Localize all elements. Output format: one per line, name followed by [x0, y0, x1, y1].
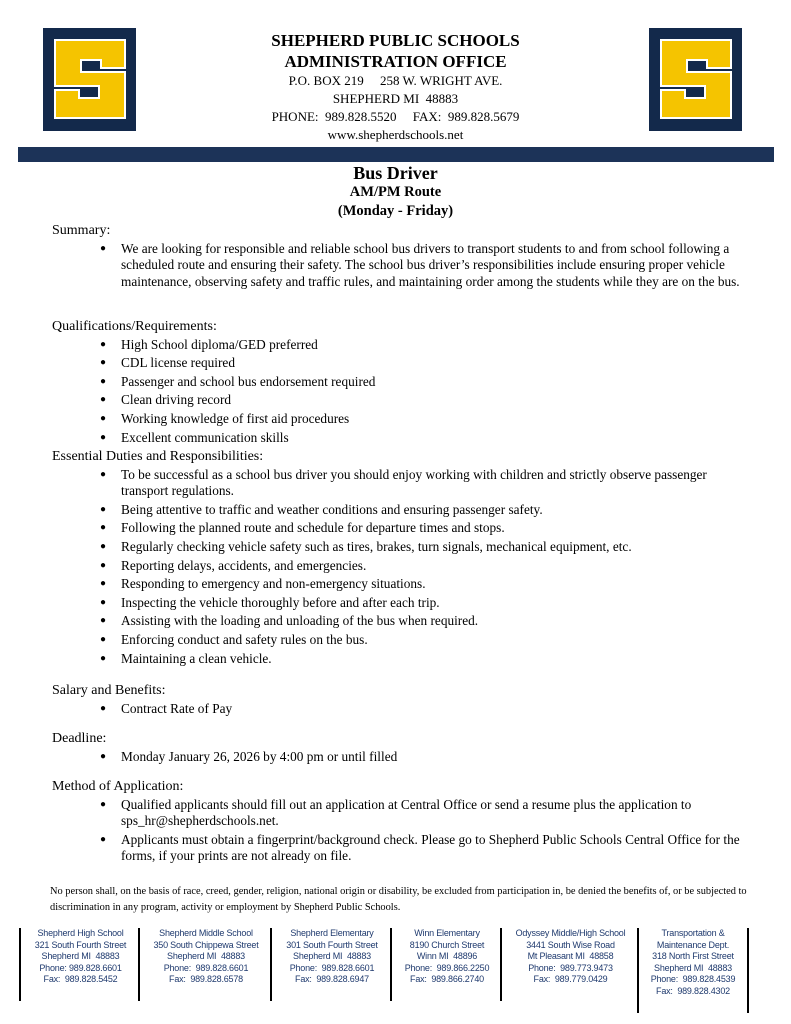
bullet-list: [52, 749, 741, 766]
bullet-list: [52, 701, 741, 718]
contact-line: Fax: 989.828.6578: [169, 974, 243, 985]
contact-line: Winn Elementary: [414, 928, 480, 938]
section-heading: Salary and Benefits:: [52, 683, 166, 698]
contact-line: Shepherd Elementary: [290, 928, 374, 938]
list-item: ● Enforcing conduct and safety rules on the bus.: [52, 632, 741, 649]
list-item: ● High School diploma/GED preferred: [52, 337, 741, 354]
contact-line: Fax: 989.828.5452: [43, 974, 118, 985]
address-line: P.O. BOX 219 258 W. WRIGHT AVE.: [288, 73, 503, 88]
job-route: AM/PM Route: [349, 184, 442, 200]
school-contact-column: [500, 928, 639, 1001]
s-logo-icon: [43, 28, 136, 131]
contact-line: Shepherd MI 48883: [293, 951, 371, 962]
school-contact-column: [19, 928, 140, 1001]
list-item: ● Following the planned route and schedule for departure times and stops.: [52, 520, 741, 537]
list-item: ● Passenger and school bus endorsement required: [52, 374, 741, 391]
list-item: ● Reporting delays, accidents, and emergencies.: [52, 558, 741, 575]
school-logo-right: [649, 28, 742, 131]
school-contact-column: [138, 928, 272, 1001]
contact-line: 301 South Fourth Street: [286, 939, 378, 950]
school-contact-column: [390, 928, 502, 1001]
section-heading: Summary:: [52, 223, 111, 238]
bullet-list: [52, 797, 741, 865]
school-contact-column: [270, 928, 392, 1001]
section-qualifications: [52, 319, 741, 446]
office-name: ADMINISTRATION OFFICE: [284, 52, 507, 71]
section-deadline: [52, 731, 741, 765]
contact-line: Shepherd High School: [37, 928, 124, 938]
list-item: ● Maintaining a clean vehicle.: [52, 651, 741, 668]
contact-line: Fax: 989.828.6947: [295, 974, 369, 985]
list-item: ● We are looking for responsible and reliable school bus drivers to transport students to and from school following a scheduled route and ensuring their safety. The school bus driver’s responsibilities include ensuring proper vehicle maintenance, observing safety and traffic rules, and maintaining order among the students while they are on the bus.: [52, 241, 741, 291]
section-salary: [52, 683, 741, 717]
contact-line: Shepherd MI 48883: [654, 962, 732, 973]
contact-line: Winn MI 48896: [416, 951, 478, 962]
contact-line: Maintenance Dept.: [656, 939, 730, 950]
contact-line: Phone: 989.866.2250: [404, 962, 490, 973]
contact-line: Mt Pleasant MI 48858: [527, 951, 614, 962]
contact-line: Phone: 989.773.9473: [528, 962, 613, 973]
city-line: SHEPHERD MI 48883: [332, 91, 459, 106]
header-divider-band: [18, 147, 774, 162]
contact-line: 8190 Church Street: [409, 939, 485, 950]
section-application: [52, 779, 741, 865]
contact-line: Fax: 989.866.2740: [410, 974, 484, 985]
list-item: ● Contract Rate of Pay: [52, 701, 741, 718]
list-item: ● To be successful as a school bus driver you should enjoy working with children and strictly observe passenger transport regulations.: [52, 467, 741, 500]
section-heading: Essential Duties and Responsibilities:: [52, 449, 264, 464]
contact-line: Shepherd MI 48883: [167, 951, 245, 962]
list-item: ● Inspecting the vehicle thoroughly before and after each trip.: [52, 595, 741, 612]
job-days: (Monday - Friday): [337, 203, 454, 219]
list-item: ● CDL license required: [52, 355, 741, 372]
contact-line: Phone: 989.828.6601: [289, 962, 375, 973]
list-item: ● Qualified applicants should fill out an application at Central Office or send a resume plus the application to sps_hr@shepherdschools.net.: [52, 797, 741, 830]
contact-line: Shepherd MI 48883: [41, 951, 120, 962]
letterhead: [180, 30, 611, 144]
org-name: SHEPHERD PUBLIC SCHOOLS: [271, 31, 520, 50]
bullet-list: [52, 337, 741, 447]
website-link[interactable]: www.shepherdschools.net: [327, 127, 464, 142]
bullet-list: [52, 467, 741, 668]
school-logo-left: [43, 28, 136, 131]
contact-line: 321 South Fourth Street: [34, 939, 127, 950]
list-item: ● Working knowledge of first aid procedures: [52, 411, 741, 428]
section-duties: [52, 449, 741, 667]
contact-line: Transportation &: [661, 928, 725, 938]
list-item: ● Being attentive to traffic and weather conditions and ensuring passenger safety.: [52, 502, 741, 519]
contact-line: Fax: 989.828.4302: [656, 985, 730, 996]
contact-line: Phone: 989.828.4539: [650, 974, 736, 985]
list-item: ● Assisting with the loading and unloading of the bus when required.: [52, 613, 741, 630]
section-heading: Qualifications/Requirements:: [52, 319, 217, 334]
contact-line: Odyssey Middle/High School: [515, 928, 626, 938]
contact-line: Shepherd Middle School: [159, 928, 253, 938]
contact-line: Fax: 989.779.0429: [533, 974, 608, 985]
section-summary: [52, 223, 741, 290]
list-item: ● Regularly checking vehicle safety such as tires, brakes, turn signals, mechanical equipment, etc.: [52, 539, 741, 556]
phone-fax: PHONE: 989.828.5520 FAX: 989.828.5679: [271, 109, 520, 124]
contact-line: 318 North First Street: [652, 951, 734, 962]
s-logo-icon: [649, 28, 742, 131]
bullet-list: [52, 241, 741, 291]
list-item: ● Responding to emergency and non-emergency situations.: [52, 576, 741, 593]
list-item: ● Clean driving record: [52, 392, 741, 409]
job-title: Bus Driver: [353, 163, 438, 183]
contact-line: 3441 South Wise Road: [526, 939, 615, 950]
contact-line: 350 South Chippewa Street: [153, 939, 259, 950]
section-heading: Deadline:: [52, 731, 107, 746]
school-contact-column: [637, 928, 749, 1013]
non-discrimination-notice: No person shall, on the basis of race, creed, gender, religion, national origin or disability, be excluded from participation in, be denied the benefits of, or be subjected to discrimination in any program, activity or employment by Shepherd Public Schools.: [50, 886, 747, 913]
list-item: ● Applicants must obtain a fingerprint/background check. Please go to Shepherd Public Schools Central Office for the forms, if your prints are not already on file.: [52, 832, 741, 865]
section-heading: Method of Application:: [52, 779, 184, 794]
list-item: ● Excellent communication skills: [52, 430, 741, 447]
contact-line: Phone: 989.828.6601: [39, 962, 122, 973]
list-item: ● Monday January 26, 2026 by 4:00 pm or until filled: [52, 749, 741, 766]
contact-line: Phone: 989.828.6601: [163, 962, 249, 973]
